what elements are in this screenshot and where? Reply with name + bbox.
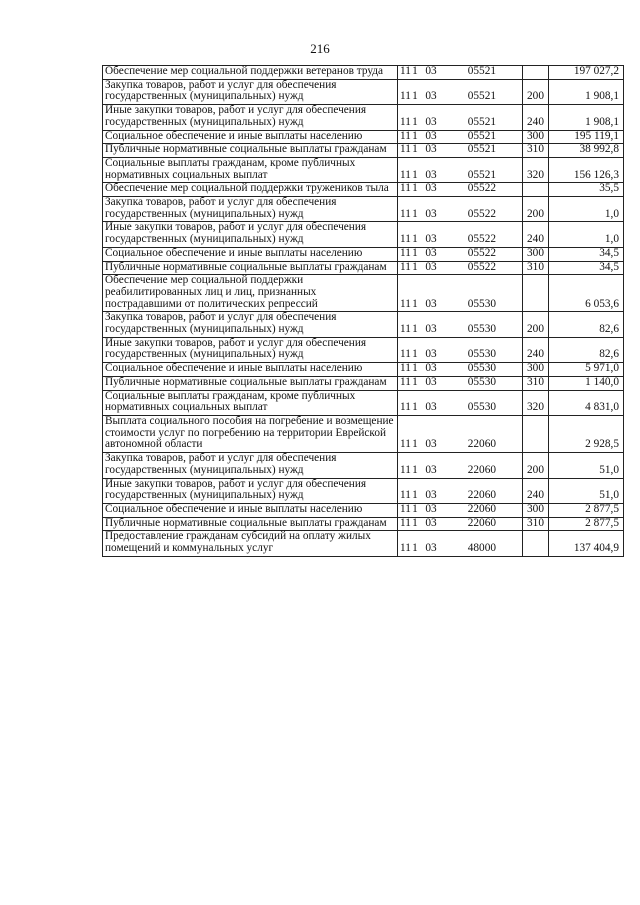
table-row xyxy=(103,531,624,556)
item-name: Обеспечение мер социальной поддержки ветеранов труда xyxy=(105,65,384,77)
code-part-1: 11 xyxy=(400,517,411,529)
item-name: Обеспечение мер социальной поддержки тружеников тыла xyxy=(105,182,389,195)
code-part-4: 05521 xyxy=(467,90,496,103)
expense-type: 320 xyxy=(527,168,544,181)
code-part-3: 03 xyxy=(425,517,437,529)
amount-cell xyxy=(549,79,624,104)
expense-type-cell xyxy=(523,376,549,390)
code-part-4: 48000 xyxy=(467,542,496,555)
expense-type: 200 xyxy=(527,90,544,103)
amount-cell xyxy=(549,478,624,503)
code-part-1: 11 xyxy=(400,182,411,195)
item-name: Иные закупки товаров, работ и услуг для обеспечения государственных (муниципальных) нужд xyxy=(105,478,367,502)
amount: 1,0 xyxy=(604,207,619,220)
table-row xyxy=(103,390,624,415)
table-row xyxy=(103,363,624,377)
code-part-1: 11 xyxy=(400,401,411,414)
code-part-1: 11 xyxy=(400,438,411,451)
code-part-4: 05521 xyxy=(467,168,496,181)
item-name: Публичные нормативные социальные выплаты гражданам xyxy=(105,517,387,529)
code-part-4: 05522 xyxy=(467,182,496,195)
item-name-cell xyxy=(103,222,398,247)
amount-cell xyxy=(549,531,624,556)
code-part-3: 03 xyxy=(425,438,437,451)
item-name-cell xyxy=(103,197,398,222)
expense-type: 310 xyxy=(527,376,544,388)
expense-type: 240 xyxy=(527,115,544,128)
amount: 1 908,1 xyxy=(585,115,619,128)
code-part-2: 1 xyxy=(412,143,418,156)
code-part-3: 03 xyxy=(425,489,437,502)
code-part-1: 11 xyxy=(400,503,411,515)
expense-type-cell xyxy=(523,130,549,144)
expense-type: 310 xyxy=(527,517,544,529)
code-part-3: 03 xyxy=(425,261,437,273)
code-part-4: 05530 xyxy=(467,362,496,375)
amount: 1 140,0 xyxy=(585,376,619,388)
code-part-3: 03 xyxy=(425,182,437,195)
classification-code-cell xyxy=(398,478,523,503)
amount-cell xyxy=(549,503,624,517)
code-part-2: 1 xyxy=(412,503,418,515)
code-part-1: 11 xyxy=(400,489,411,502)
amount: 6 053,6 xyxy=(585,297,619,310)
code-part-1: 11 xyxy=(400,90,411,103)
item-name: Публичные нормативные социальные выплаты гражданам xyxy=(105,261,387,273)
table-row xyxy=(103,275,624,312)
item-name: Социальное обеспечение и иные выплаты населению xyxy=(105,247,363,259)
expense-type: 200 xyxy=(527,207,544,220)
code-part-4: 05522 xyxy=(467,207,496,220)
classification-code-cell xyxy=(398,517,523,531)
code-part-1: 11 xyxy=(400,65,411,77)
expense-type-cell xyxy=(523,453,549,478)
amount: 2 877,5 xyxy=(585,503,619,515)
code-part-2: 1 xyxy=(412,182,418,195)
code-part-1: 11 xyxy=(400,542,411,555)
classification-code-cell xyxy=(398,363,523,377)
amount: 51,0 xyxy=(599,463,619,476)
item-name: Закупка товаров, работ и услуг для обеспечения государственных (муниципальных) нужд xyxy=(105,79,337,103)
item-name-cell xyxy=(103,79,398,104)
code-part-1: 11 xyxy=(400,233,411,246)
classification-code-cell xyxy=(398,183,523,197)
code-part-2: 1 xyxy=(412,323,418,336)
classification-code-cell xyxy=(398,130,523,144)
item-name-cell xyxy=(103,275,398,312)
code-part-2: 1 xyxy=(412,207,418,220)
expense-type-cell xyxy=(523,517,549,531)
expense-type-cell xyxy=(523,531,549,556)
item-name-cell xyxy=(103,337,398,362)
item-name-cell xyxy=(103,66,398,80)
classification-code-cell xyxy=(398,222,523,247)
code-part-4: 05521 xyxy=(467,115,496,128)
expense-type-cell xyxy=(523,390,549,415)
amount: 156 126,3 xyxy=(573,168,619,181)
amount: 35,5 xyxy=(599,182,619,195)
code-part-4: 05521 xyxy=(467,65,496,77)
table-row xyxy=(103,79,624,104)
item-name-cell xyxy=(103,478,398,503)
expense-type: 300 xyxy=(527,247,544,259)
amount-cell xyxy=(549,275,624,312)
amount-cell xyxy=(549,66,624,80)
item-name-cell xyxy=(103,503,398,517)
classification-code-cell xyxy=(398,247,523,261)
item-name-cell xyxy=(103,157,398,182)
amount: 34,5 xyxy=(599,261,619,273)
expense-type-cell xyxy=(523,197,549,222)
classification-code-cell xyxy=(398,337,523,362)
code-part-3: 03 xyxy=(425,143,437,156)
page-number: 216 xyxy=(310,41,330,56)
expense-type-cell xyxy=(523,478,549,503)
item-name: Обеспечение мер социальной поддержки реабилитированных лиц и лиц, признанных пострадавшими от политических репрессий xyxy=(105,274,318,310)
code-part-4: 05530 xyxy=(467,297,496,310)
table-row xyxy=(103,503,624,517)
code-part-2: 1 xyxy=(412,542,418,555)
amount: 2 877,5 xyxy=(585,517,619,529)
code-part-4: 22060 xyxy=(467,489,496,502)
amount-cell xyxy=(549,130,624,144)
code-part-2: 1 xyxy=(412,438,418,451)
expense-type-cell xyxy=(523,66,549,80)
expense-type-cell xyxy=(523,503,549,517)
classification-code-cell xyxy=(398,312,523,337)
code-part-2: 1 xyxy=(412,376,418,388)
classification-code-cell xyxy=(398,275,523,312)
code-part-3: 03 xyxy=(425,233,437,246)
expense-type: 300 xyxy=(527,362,544,375)
item-name: Иные закупки товаров, работ и услуг для обеспечения государственных (муниципальных) нужд xyxy=(105,104,367,128)
code-part-4: 05521 xyxy=(467,143,496,156)
expense-type-cell xyxy=(523,247,549,261)
amount-cell xyxy=(549,363,624,377)
amount: 82,6 xyxy=(599,348,619,361)
code-part-1: 11 xyxy=(400,463,411,476)
expense-type: 240 xyxy=(527,233,544,246)
table-row xyxy=(103,144,624,158)
code-part-2: 1 xyxy=(412,247,418,259)
code-part-3: 03 xyxy=(425,542,437,555)
code-part-2: 1 xyxy=(412,401,418,414)
amount-cell xyxy=(549,312,624,337)
table-row xyxy=(103,312,624,337)
table-row xyxy=(103,337,624,362)
table-row xyxy=(103,66,624,80)
budget-table xyxy=(102,65,624,557)
item-name-cell xyxy=(103,261,398,275)
amount: 195 119,1 xyxy=(574,130,619,142)
code-part-4: 05521 xyxy=(467,130,496,142)
expense-type-cell xyxy=(523,337,549,362)
code-part-4: 22060 xyxy=(467,503,496,515)
code-part-3: 03 xyxy=(425,115,437,128)
amount: 137 404,9 xyxy=(573,542,619,555)
item-name-cell xyxy=(103,390,398,415)
code-part-3: 03 xyxy=(425,207,437,220)
item-name: Закупка товаров, работ и услуг для обеспечения государственных (муниципальных) нужд xyxy=(105,196,337,220)
item-name: Публичные нормативные социальные выплаты гражданам xyxy=(105,376,387,388)
code-part-4: 05522 xyxy=(467,247,496,259)
amount-cell xyxy=(549,157,624,182)
amount-cell xyxy=(549,197,624,222)
item-name: Иные закупки товаров, работ и услуг для обеспечения государственных (муниципальных) нужд xyxy=(105,337,367,361)
code-part-2: 1 xyxy=(412,261,418,273)
classification-code-cell xyxy=(398,503,523,517)
item-name-cell xyxy=(103,312,398,337)
expense-type: 200 xyxy=(527,463,544,476)
code-part-4: 05530 xyxy=(467,401,496,414)
item-name: Социальное обеспечение и иные выплаты населению xyxy=(105,130,363,142)
expense-type: 310 xyxy=(527,143,544,156)
classification-code-cell xyxy=(398,197,523,222)
code-part-2: 1 xyxy=(412,115,418,128)
item-name-cell xyxy=(103,144,398,158)
code-part-4: 22060 xyxy=(467,517,496,529)
code-part-4: 22060 xyxy=(467,438,496,451)
classification-code-cell xyxy=(398,105,523,130)
expense-type: 320 xyxy=(527,401,544,414)
item-name-cell xyxy=(103,363,398,377)
table-row xyxy=(103,376,624,390)
code-part-1: 11 xyxy=(400,207,411,220)
code-part-1: 11 xyxy=(400,348,411,361)
table-row xyxy=(103,183,624,197)
code-part-3: 03 xyxy=(425,376,437,388)
item-name: Предоставление гражданам субсидий на оплату жилых помещений и коммунальных услуг xyxy=(105,530,371,555)
code-part-3: 03 xyxy=(425,503,437,515)
amount: 2 928,5 xyxy=(585,438,619,451)
amount: 51,0 xyxy=(599,489,619,502)
amount-cell xyxy=(549,376,624,390)
expense-type-cell xyxy=(523,105,549,130)
expense-type-cell xyxy=(523,275,549,312)
budget-table-body xyxy=(103,66,624,557)
code-part-2: 1 xyxy=(412,233,418,246)
code-part-4: 05522 xyxy=(467,261,496,273)
code-part-4: 22060 xyxy=(467,463,496,476)
code-part-1: 11 xyxy=(400,362,411,375)
expense-type-cell xyxy=(523,157,549,182)
code-part-1: 11 xyxy=(400,297,411,310)
expense-type: 310 xyxy=(527,261,544,273)
expense-type: 300 xyxy=(527,130,544,142)
code-part-2: 1 xyxy=(412,130,418,142)
item-name-cell xyxy=(103,376,398,390)
code-part-3: 03 xyxy=(425,463,437,476)
amount: 4 831,0 xyxy=(585,401,619,414)
amount-cell xyxy=(549,105,624,130)
item-name-cell xyxy=(103,453,398,478)
code-part-3: 03 xyxy=(425,90,437,103)
amount-cell xyxy=(549,261,624,275)
amount: 197 027,2 xyxy=(573,65,619,77)
expense-type-cell xyxy=(523,415,549,452)
table-row xyxy=(103,222,624,247)
item-name: Публичные нормативные социальные выплаты гражданам xyxy=(105,143,387,156)
expense-type-cell xyxy=(523,222,549,247)
amount: 1 908,1 xyxy=(585,90,619,103)
code-part-3: 03 xyxy=(425,401,437,414)
code-part-2: 1 xyxy=(412,517,418,529)
expense-type-cell xyxy=(523,183,549,197)
table-row xyxy=(103,247,624,261)
item-name: Социальное обеспечение и иные выплаты населению xyxy=(105,362,363,375)
code-part-3: 03 xyxy=(425,130,437,142)
classification-code-cell xyxy=(398,157,523,182)
code-part-3: 03 xyxy=(425,247,437,259)
amount-cell xyxy=(549,337,624,362)
code-part-3: 03 xyxy=(425,323,437,336)
table-row xyxy=(103,517,624,531)
expense-type-cell xyxy=(523,363,549,377)
code-part-2: 1 xyxy=(412,168,418,181)
item-name: Социальное обеспечение и иные выплаты населению xyxy=(105,503,363,515)
code-part-3: 03 xyxy=(425,362,437,375)
item-name: Закупка товаров, работ и услуг для обеспечения государственных (муниципальных) нужд xyxy=(105,452,337,476)
item-name: Социальные выплаты гражданам, кроме публичных нормативных социальных выплат xyxy=(105,157,356,181)
code-part-1: 11 xyxy=(400,130,411,142)
expense-type: 300 xyxy=(527,503,544,515)
amount: 1,0 xyxy=(604,233,619,246)
table-row xyxy=(103,478,624,503)
expense-type-cell xyxy=(523,312,549,337)
amount-cell xyxy=(549,453,624,478)
code-part-3: 03 xyxy=(425,65,437,77)
code-part-1: 11 xyxy=(400,247,411,259)
code-part-2: 1 xyxy=(412,297,418,310)
item-name-cell xyxy=(103,247,398,261)
classification-code-cell xyxy=(398,261,523,275)
code-part-3: 03 xyxy=(425,168,437,181)
classification-code-cell xyxy=(398,66,523,80)
item-name-cell xyxy=(103,130,398,144)
code-part-1: 11 xyxy=(400,115,411,128)
table-row xyxy=(103,197,624,222)
expense-type: 240 xyxy=(527,348,544,361)
item-name-cell xyxy=(103,183,398,197)
amount-cell xyxy=(549,247,624,261)
expense-type-cell xyxy=(523,79,549,104)
amount: 5 971,0 xyxy=(585,362,619,375)
item-name-cell xyxy=(103,105,398,130)
table-row xyxy=(103,105,624,130)
code-part-1: 11 xyxy=(400,376,411,388)
classification-code-cell xyxy=(398,144,523,158)
amount-cell xyxy=(549,222,624,247)
code-part-1: 11 xyxy=(400,261,411,273)
amount-cell xyxy=(549,390,624,415)
table-row xyxy=(103,157,624,182)
item-name-cell xyxy=(103,415,398,452)
code-part-4: 05530 xyxy=(467,348,496,361)
item-name-cell xyxy=(103,517,398,531)
table-row xyxy=(103,453,624,478)
code-part-4: 05522 xyxy=(467,233,496,246)
code-part-1: 11 xyxy=(400,323,411,336)
expense-type-cell xyxy=(523,261,549,275)
amount: 38 992,8 xyxy=(579,143,619,156)
expense-type: 240 xyxy=(527,489,544,502)
table-row xyxy=(103,261,624,275)
classification-code-cell xyxy=(398,415,523,452)
code-part-3: 03 xyxy=(425,348,437,361)
code-part-4: 05530 xyxy=(467,376,496,388)
classification-code-cell xyxy=(398,453,523,478)
amount-cell xyxy=(549,144,624,158)
amount-cell xyxy=(549,415,624,452)
code-part-1: 11 xyxy=(400,168,411,181)
expense-type: 200 xyxy=(527,323,544,336)
amount-cell xyxy=(549,183,624,197)
code-part-1: 11 xyxy=(400,143,411,156)
item-name-cell xyxy=(103,531,398,556)
item-name: Выплата социального пособия на погребение и возмещение стоимости услуг по погребению на территории Еврейской автономной области xyxy=(105,415,394,451)
code-part-2: 1 xyxy=(412,90,418,103)
expense-type-cell xyxy=(523,144,549,158)
classification-code-cell xyxy=(398,531,523,556)
amount: 82,6 xyxy=(599,323,619,336)
code-part-2: 1 xyxy=(412,489,418,502)
classification-code-cell xyxy=(398,390,523,415)
table-row xyxy=(103,130,624,144)
code-part-4: 05530 xyxy=(467,323,496,336)
table-row xyxy=(103,415,624,452)
code-part-2: 1 xyxy=(412,362,418,375)
amount-cell xyxy=(549,517,624,531)
item-name: Закупка товаров, работ и услуг для обеспечения государственных (муниципальных) нужд xyxy=(105,311,337,336)
item-name: Иные закупки товаров, работ и услуг для обеспечения государственных (муниципальных) нужд xyxy=(105,221,367,246)
amount: 34,5 xyxy=(599,247,619,259)
classification-code-cell xyxy=(398,376,523,390)
code-part-2: 1 xyxy=(412,348,418,361)
code-part-2: 1 xyxy=(412,65,418,77)
classification-code-cell xyxy=(398,79,523,104)
code-part-3: 03 xyxy=(425,297,437,310)
code-part-2: 1 xyxy=(412,463,418,476)
item-name: Социальные выплаты гражданам, кроме публичных нормативных социальных выплат xyxy=(105,390,356,414)
